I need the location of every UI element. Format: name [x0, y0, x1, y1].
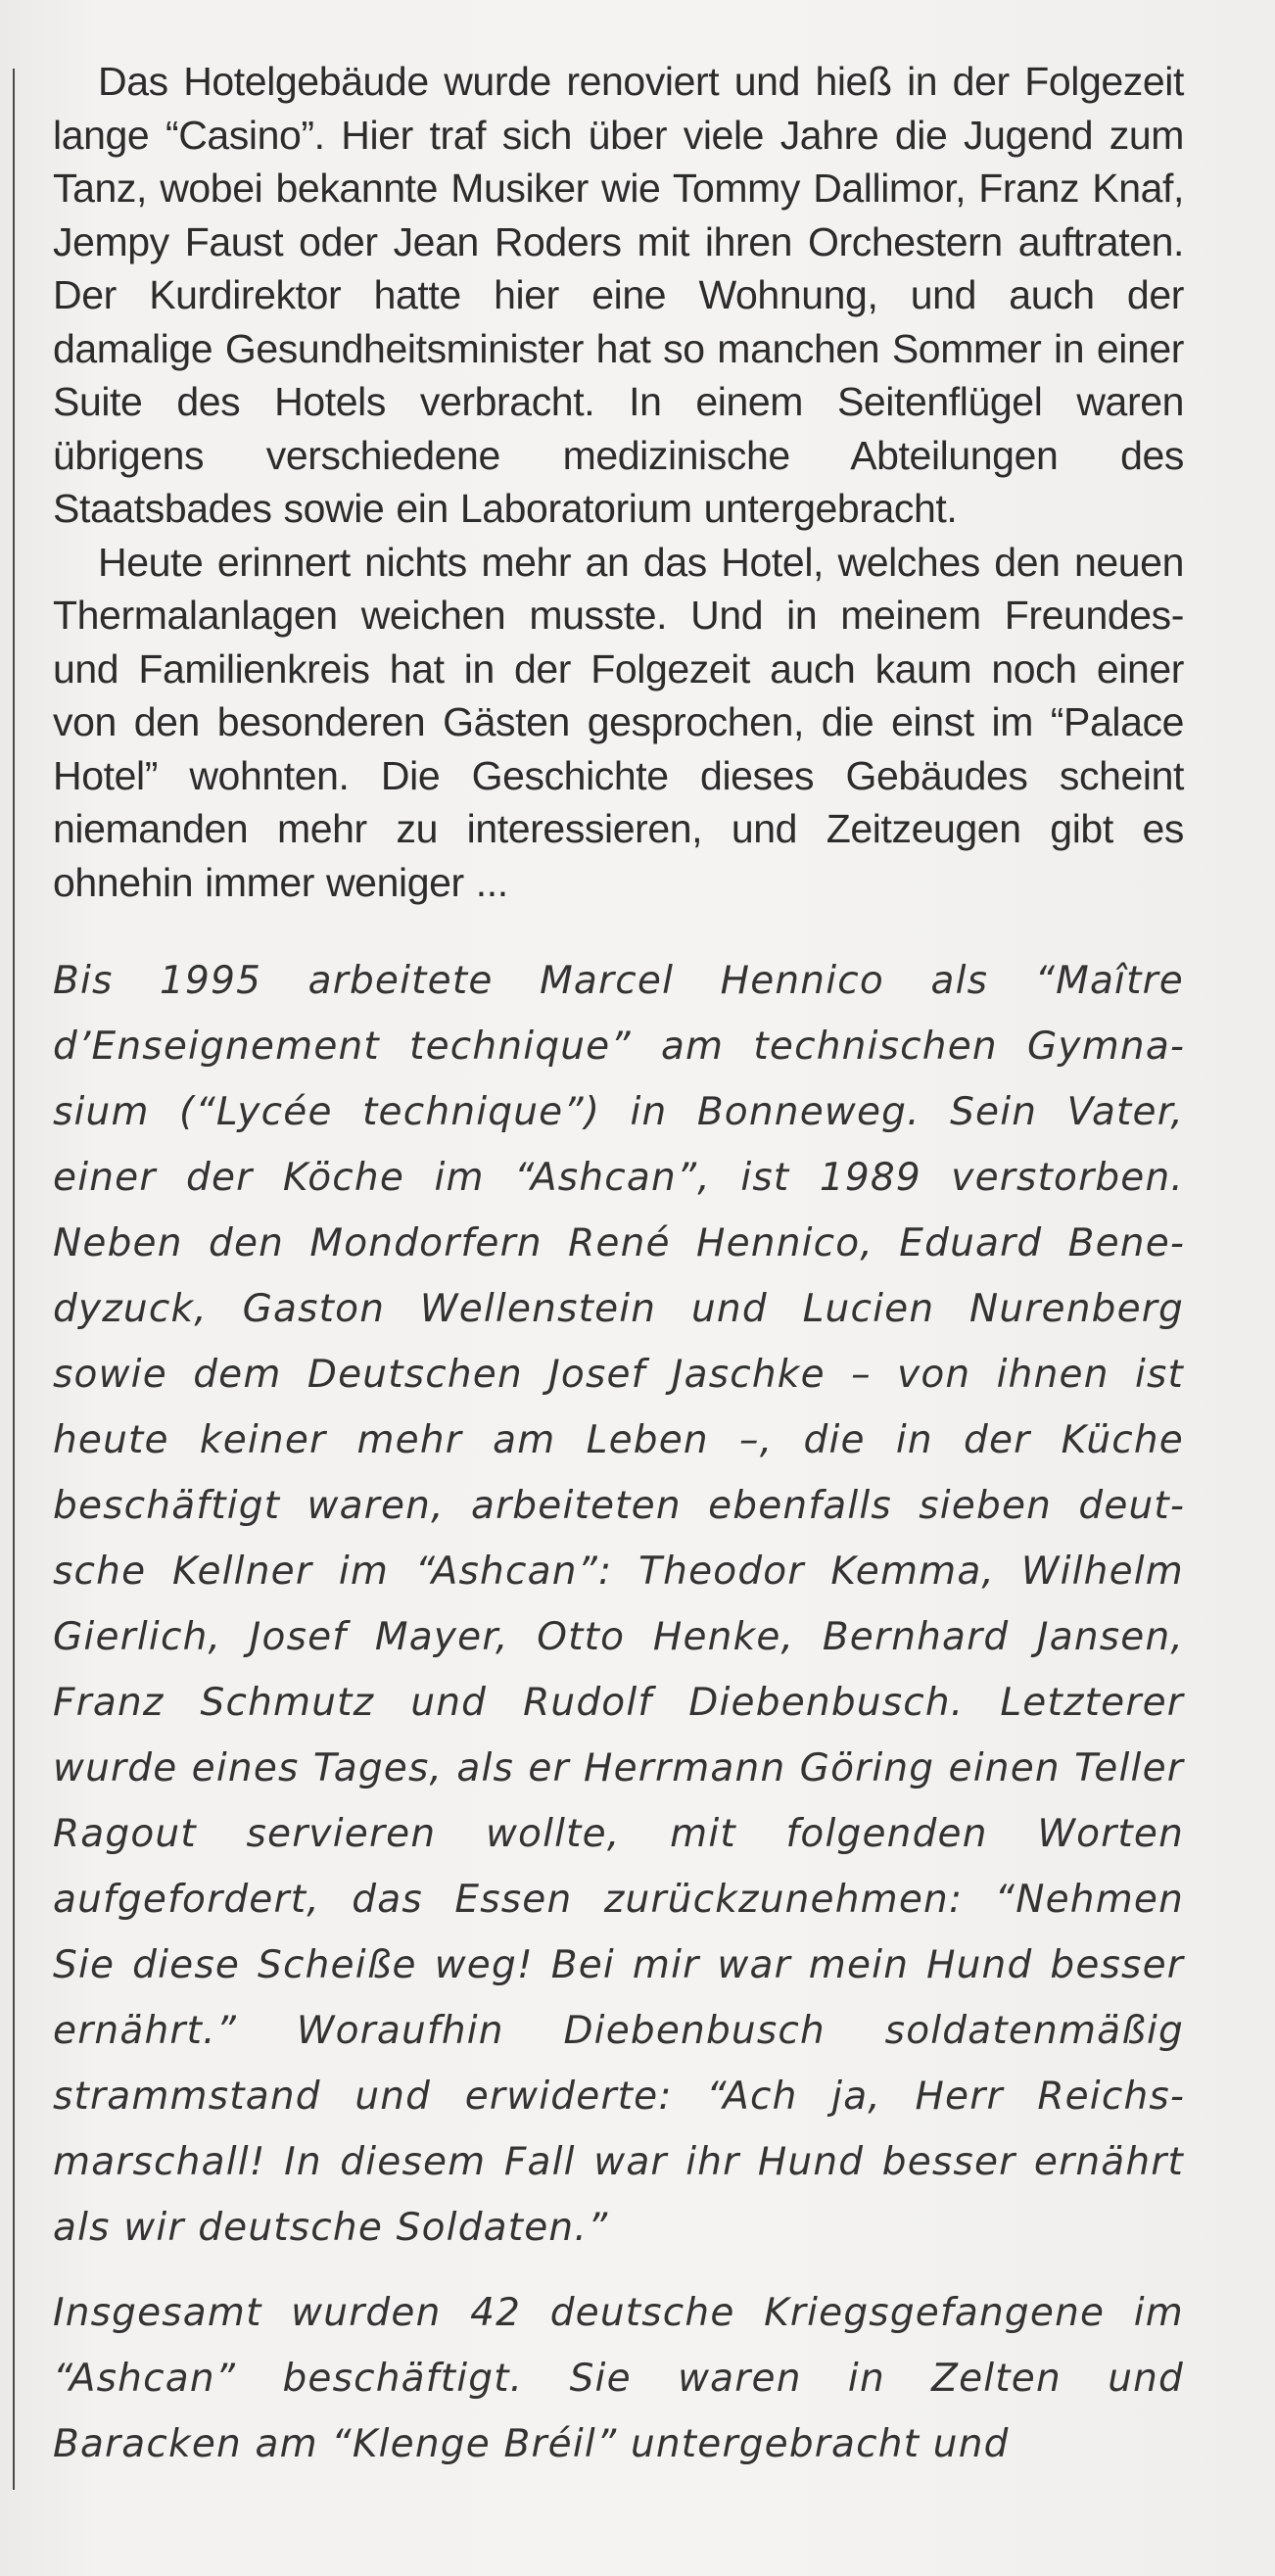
margin-rule	[13, 69, 15, 2490]
paragraph-prisoners: Insgesamt wurden 42 deutsche Kriegsgefangene im “Ashcan” beschäftigt. Sie waren in Zelten und Baracken am “Klenge Bréil” untergebracht und	[53, 2291, 1184, 2466]
main-text	[53, 55, 1184, 909]
paragraph-hennico: Bis 1995 arbeitete Marcel Hennico als “Maître d’Enseignement technique” am technischen Gymnasium (“Lycée technique”) in Bonneweg. Sein Vater, einer der Köche im “Ashcan”, ist 1989 verstorben. Neben den Mondorfern René Hennico, Eduard Benedyzuck, Gaston Wellenstein und Lucien Nurenberg sowie dem Deutschen Josef Jaschke – von ihnen ist heute keiner mehr am Leben –, die in der Küche beschäftigt waren, arbeiteten ebenfalls sieben deutsche Kellner im “Ashcan”: Theodor Kemma, Wilhelm Gierlich, Josef Mayer, Otto Henke, Bernhard Jansen, Franz Schmutz und Rudolf Diebenbusch. Letzterer wurde eines Tages, als er Herrmann Göring einen Teller Ragout servieren wollte, mit folgenden Worten aufgefordert, das Essen zurückzunehmen: “Nehmen Sie diese Scheiße weg! Bei mir war mein Hund besser ernährt.” Woraufhin Diebenbusch soldatenmäßig strammstand und erwiderte: “Ach ja, Herr Reichsmarschall! In diesem Fall war ihr Hund besser ernährt als wir deutsche Soldaten.”	[53, 959, 1184, 2250]
italic-sidebar-text	[53, 948, 1184, 2477]
text-column	[53, 55, 1184, 2497]
paragraph-casino: Das Hotelgebäude wurde renoviert und hieß in der Folgezeit lange “Casino”. Hier traf sich über viele Jahre die Jugend zum Tanz, wobei bekannte Musiker wie Tommy Dallimor, Franz Knaf, Jempy Faust oder Jean Roders mit ihren Orchestern auftraten. Der Kurdirektor hatte hier eine Wohnung, und auch der damalige Gesundheitsminister hat so manchen Sommer in einer Suite des Hotels verbracht. In einem Seitenflügel waren übrigens verschiedene medizinische Abteilungen des Staatsbades sowie ein Laboratorium untergebracht.	[53, 59, 1184, 531]
paragraph-today: Heute erinnert nichts mehr an das Hotel, welches den neuen Thermalanlagen weichen musste. Und in meinem Freundes- und Familienkreis hat in der Folgezeit auch kaum noch einer von den besonderen Gästen gesprochen, die einst im “Palace Hotel” wohnten. Die Geschichte dieses Gebäudes scheint niemanden mehr zu interessieren, und Zeitzeugen gibt es ohnehin immer weniger ...	[53, 539, 1184, 905]
